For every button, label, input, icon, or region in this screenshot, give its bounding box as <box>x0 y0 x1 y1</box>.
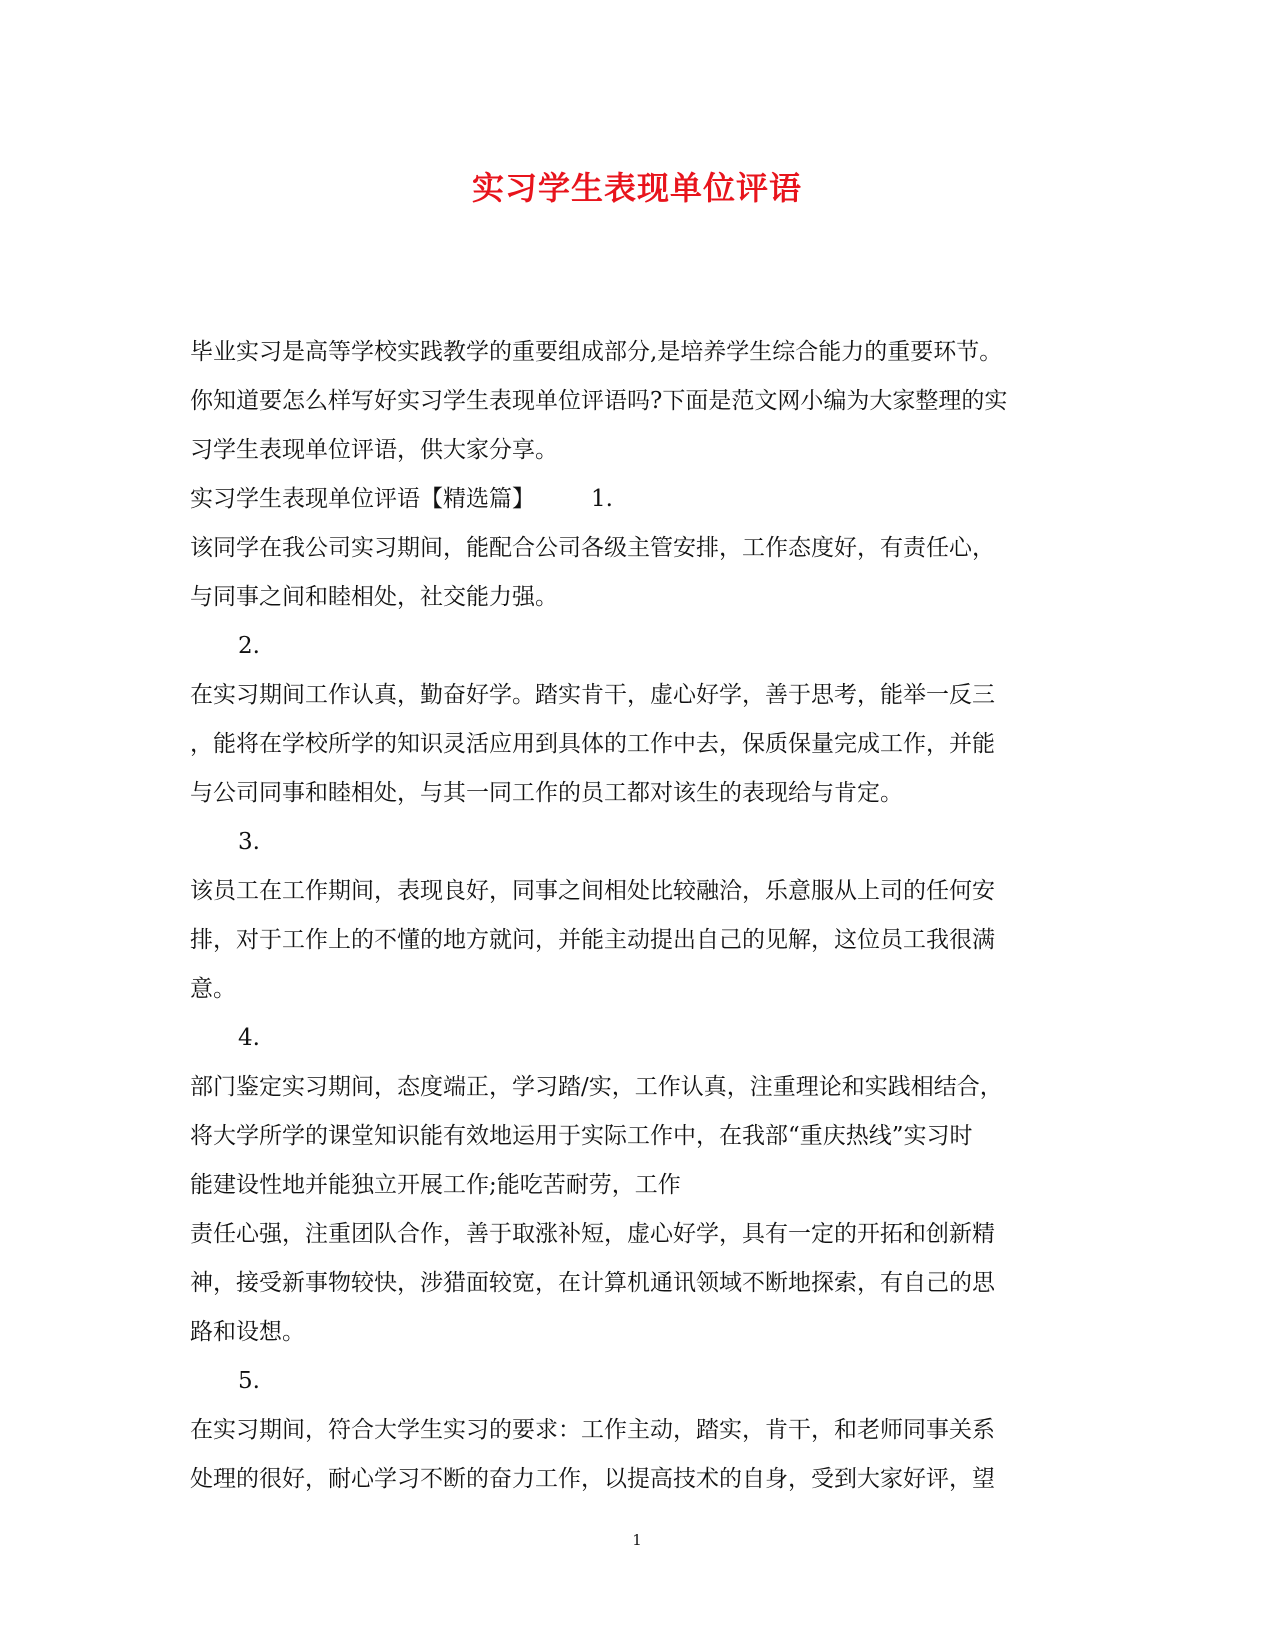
item-number: 2. <box>238 633 260 659</box>
page-number: 1 <box>632 1531 642 1549</box>
text-line: 将大学所学的课堂知识能有效地运用于实际工作中，在我部“重庆热线”实习时 <box>190 1123 973 1149</box>
text-line: 与公司同事和睦相处，与其一同工作的员工都对该生的表现给与肯定。 <box>190 780 903 806</box>
section-heading: 实习学生表现单位评语【精选篇】 <box>190 486 535 512</box>
text-line: 部门鉴定实习期间，态度端正，学习踏/实，工作认真，注重理论和实践相结合， <box>190 1074 1003 1100</box>
item-number: 4. <box>238 1025 260 1051</box>
section-heading-line <box>190 475 1090 524</box>
text-line: 该同学在我公司实习期间，能配合公司各级主管安排，工作态度好，有责任心， <box>190 535 995 561</box>
text-line: 处理的很好，耐心学习不断的奋力工作，以提高技术的自身，受到大家好评，望 <box>190 1466 995 1492</box>
item-number: 1. <box>591 486 613 512</box>
text-line: 毕业实习是高等学校实践教学的重要组成部分,是培养学生综合能力的重要环节。 <box>190 339 1003 365</box>
item-number: 3. <box>238 829 260 855</box>
document-title: 实习学生表现单位评语 <box>471 169 802 207</box>
document-body <box>190 328 1090 1504</box>
item-number: 5. <box>238 1368 260 1394</box>
text-line: 能建设性地并能独立开展工作;能吃苦耐劳，工作 <box>190 1172 681 1198</box>
text-line: 排，对于工作上的不懂的地方就问，并能主动提出自己的见解，这位员工我很满 <box>190 927 995 953</box>
text-line: 习学生表现单位评语，供大家分享。 <box>190 437 558 463</box>
text-line: 责任心强，注重团队合作，善于取涨补短，虚心好学，具有一定的开拓和创新精 <box>190 1221 995 1247</box>
text-line: 与同事之间和睦相处，社交能力强。 <box>190 584 558 610</box>
text-line: 你知道要怎么样写好实习学生表现单位评语吗?下面是范文网小编为大家整理的实 <box>190 388 1008 414</box>
text-line: 路和设想。 <box>190 1319 305 1345</box>
text-line: ，能将在学校所学的知识灵活应用到具体的工作中去，保质保量完成工作，并能 <box>190 731 995 757</box>
text-line: 在实习期间，符合大学生实习的要求：工作主动，踏实，肯干，和老师同事关系 <box>190 1417 995 1443</box>
text-line: 该员工在工作期间，表现良好，同事之间相处比较融洽，乐意服从上司的任何安 <box>190 878 995 904</box>
text-line: 在实习期间工作认真，勤奋好学。踏实肯干，虚心好学，善于思考，能举一反三 <box>190 682 995 708</box>
text-line: 神，接受新事物较快，涉猎面较宽，在计算机通讯领域不断地探索，有自己的思 <box>190 1270 995 1296</box>
text-line: 意。 <box>190 976 236 1002</box>
